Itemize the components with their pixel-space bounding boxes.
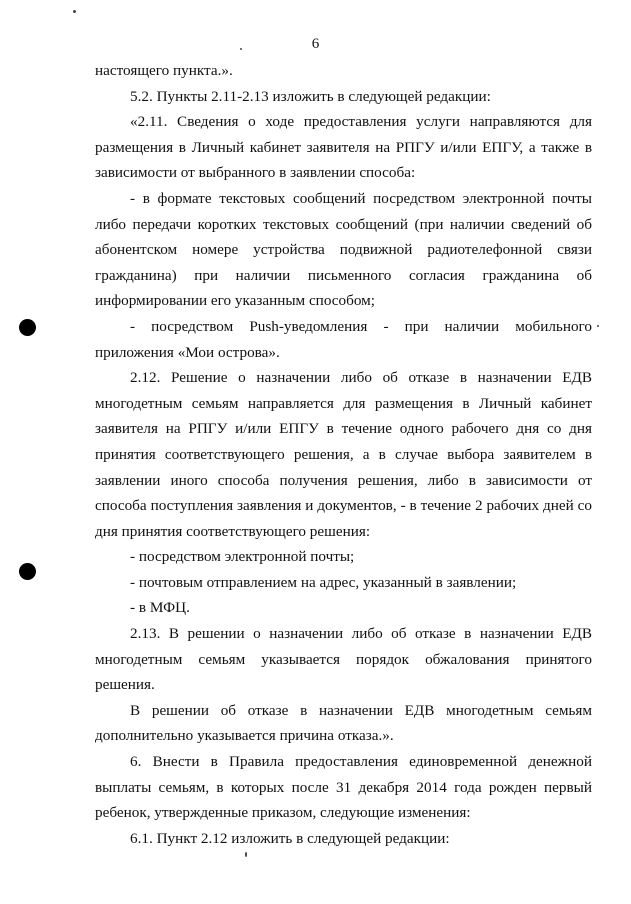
paragraph: - в МФЦ. — [130, 599, 190, 617]
paragraph: - почтовым отправлением на адрес, указанный в заявлении; — [130, 573, 517, 591]
paragraph: настоящего пункта.». — [95, 62, 233, 79]
scan-speck — [73, 10, 76, 13]
scan-speck — [597, 325, 599, 327]
document-body — [95, 58, 592, 851]
paragraph: - посредством электронной почты; — [130, 548, 355, 566]
punch-hole-top — [19, 319, 36, 336]
paragraph: 6.1. Пункт 2.12 изложить в следующей редакции: — [130, 829, 450, 847]
paragraph: «2.11. Сведения о ходе предоставления услуги направляются для размещения в Личный кабинет заявителя на РПГУ и/или ЕПГУ, а также в зависимости от выбранного в заявлении способа: — [95, 113, 592, 182]
scan-speck — [245, 852, 247, 857]
paragraph: 2.13. В решении о назначении либо об отказе в назначении ЕДВ многодетным семьям указывается порядок обжалования принятого решения. — [95, 625, 592, 694]
punch-hole-bottom — [19, 563, 36, 580]
paragraph: - посредством Push-уведомления - при наличии мобильного приложения «Мои острова». — [95, 317, 592, 361]
page-number: 6 — [311, 36, 320, 52]
paragraph: В решении об отказе в назначении ЕДВ многодетным семьям дополнительно указывается причина отказа.». — [95, 701, 592, 745]
paragraph: 5.2. Пункты 2.11-2.13 изложить в следующей редакции: — [130, 87, 491, 105]
paragraph: 2.12. Решение о назначении либо об отказе в назначении ЕДВ многодетным семьям направляется для размещения в Личный кабинет заявителя на РПГУ и/или ЕПГУ в течение одного рабочего дня со дня принятия соответствующего решения, а в случае выбора заявителем в заявлении иного способа получения решения, либо в зависимости от способа поступления заявления и документов, - в течение 2 рабочих дней со дня принятия соответствующего решения: — [95, 369, 592, 540]
paragraph: 6. Внести в Правила предоставления единовременной денежной выплаты семьям, в которых после 31 декабря 2014 года рожден первый ребенок, утвержденные приказом, следующие изменения: — [95, 753, 592, 822]
paragraph: - в формате текстовых сообщений посредством электронной почты либо передачи коротких текстовых сообщений (при наличии сведений об абонентском номере устройства подвижной радиотелефонной связи гражданина) при наличии письменного согласия гражданина об информировании его указанным способом; — [95, 189, 592, 310]
